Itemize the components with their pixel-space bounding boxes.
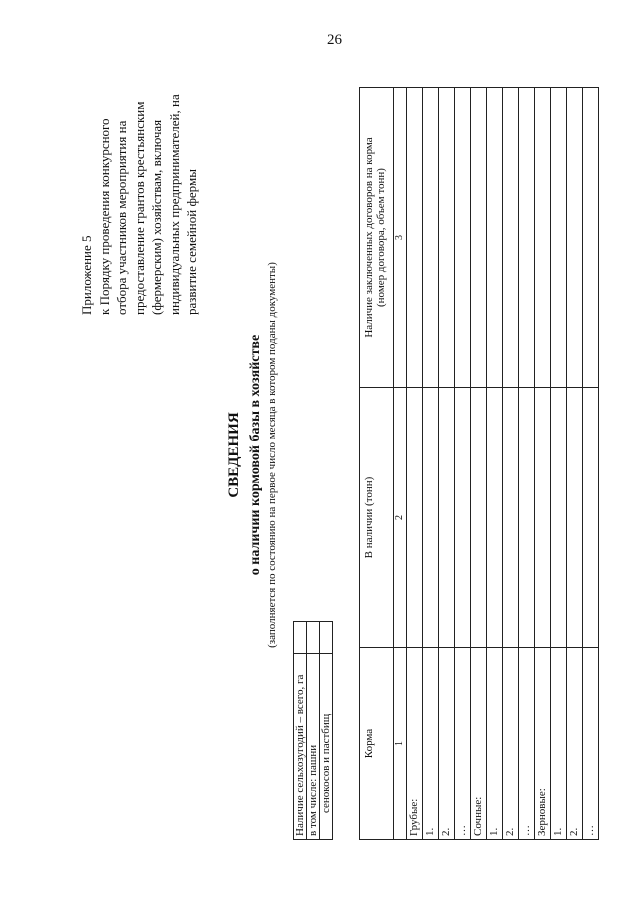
- appendix-line: развитие семейной фермы: [184, 169, 199, 315]
- column-number: 3: [394, 88, 407, 388]
- feed-cell: Сочные:: [471, 648, 487, 840]
- feed-cell: 2.: [503, 648, 519, 840]
- column-number-row: [394, 88, 407, 840]
- table-row: [320, 622, 333, 840]
- contract-cell[interactable]: [551, 88, 567, 388]
- table-row: [503, 88, 519, 840]
- feed-cell: 2.: [439, 648, 455, 840]
- amount-cell[interactable]: [583, 388, 599, 648]
- table-row: [551, 88, 567, 840]
- column-header-contracts: [360, 88, 394, 388]
- feed-cell: Грубые:: [407, 648, 423, 840]
- column-number: 2: [394, 388, 407, 648]
- feed-cell: 1.: [423, 648, 439, 840]
- table-row: [455, 88, 471, 840]
- contract-cell[interactable]: [407, 88, 423, 388]
- feed-cell: 1.: [487, 648, 503, 840]
- land-value[interactable]: [320, 622, 333, 654]
- land-label: в том числе: пашни: [307, 654, 320, 840]
- table-row: [471, 88, 487, 840]
- amount-cell[interactable]: [455, 388, 471, 648]
- appendix-line: предоставление грантов крестьянским: [131, 101, 147, 315]
- appendix-block: [78, 65, 201, 315]
- land-value[interactable]: [294, 622, 307, 654]
- table-row: [439, 88, 455, 840]
- appendix-line: (фермерским) хозяйствам, включая: [149, 119, 164, 315]
- column-number: 1: [394, 648, 407, 840]
- table-row: [407, 88, 423, 840]
- fill-instruction: (заполняется по состоянию на первое число месяца в котором поданы документы): [266, 262, 278, 648]
- header-line: (номер договора, объем тонн): [375, 168, 387, 307]
- amount-cell[interactable]: [567, 388, 583, 648]
- amount-cell[interactable]: [407, 388, 423, 648]
- page-number: 26: [327, 32, 342, 48]
- appendix-line: Приложение 5: [79, 235, 94, 315]
- amount-cell[interactable]: [535, 388, 551, 648]
- amount-cell[interactable]: [519, 388, 535, 648]
- contract-cell[interactable]: [503, 88, 519, 388]
- land-label: Наличие сельхозугодий – всего, га: [294, 654, 307, 840]
- feed-cell: 1.: [551, 648, 567, 840]
- table-header-row: [360, 88, 394, 840]
- amount-cell[interactable]: [471, 388, 487, 648]
- column-header-available: В наличии (тонн): [360, 388, 394, 648]
- contract-cell[interactable]: [583, 88, 599, 388]
- feed-cell: …: [455, 648, 471, 840]
- document-subtitle: о наличии кормовой базы в хозяйстве: [248, 334, 263, 576]
- contract-cell[interactable]: [439, 88, 455, 388]
- feed-cell: Зерновые:: [535, 648, 551, 840]
- amount-cell[interactable]: [503, 388, 519, 648]
- feed-table: [359, 87, 599, 840]
- header-line: Наличие заключенных договоров на корма: [363, 137, 375, 338]
- contract-cell[interactable]: [519, 88, 535, 388]
- rotated-form: [76, 65, 636, 845]
- appendix-line: индивидуальных предпринимателей, на: [166, 94, 182, 315]
- column-header-feed: Корма: [360, 648, 394, 840]
- amount-cell[interactable]: [423, 388, 439, 648]
- table-row: [519, 88, 535, 840]
- table-row: [423, 88, 439, 840]
- land-table: [293, 621, 333, 840]
- land-value[interactable]: [307, 622, 320, 654]
- contract-cell[interactable]: [535, 88, 551, 388]
- feed-cell: 2.: [567, 648, 583, 840]
- land-label: сенокосов и пастбищ: [320, 654, 333, 840]
- table-row: [583, 88, 599, 840]
- amount-cell[interactable]: [487, 388, 503, 648]
- contract-cell[interactable]: [487, 88, 503, 388]
- appendix-line: к Порядку проведения конкурсного: [96, 118, 112, 315]
- appendix-line: отбора участников мероприятия на: [114, 120, 129, 315]
- amount-cell[interactable]: [439, 388, 455, 648]
- table-row: [567, 88, 583, 840]
- table-row: [535, 88, 551, 840]
- table-row: [307, 622, 320, 840]
- table-row: [487, 88, 503, 840]
- table-row: [294, 622, 307, 840]
- contract-cell[interactable]: [423, 88, 439, 388]
- amount-cell[interactable]: [551, 388, 567, 648]
- contract-cell[interactable]: [455, 88, 471, 388]
- feed-cell: …: [519, 648, 535, 840]
- contract-cell[interactable]: [567, 88, 583, 388]
- feed-cell: …: [583, 648, 599, 840]
- document-title: СВЕДЕНИЯ: [226, 412, 242, 498]
- contract-cell[interactable]: [471, 88, 487, 388]
